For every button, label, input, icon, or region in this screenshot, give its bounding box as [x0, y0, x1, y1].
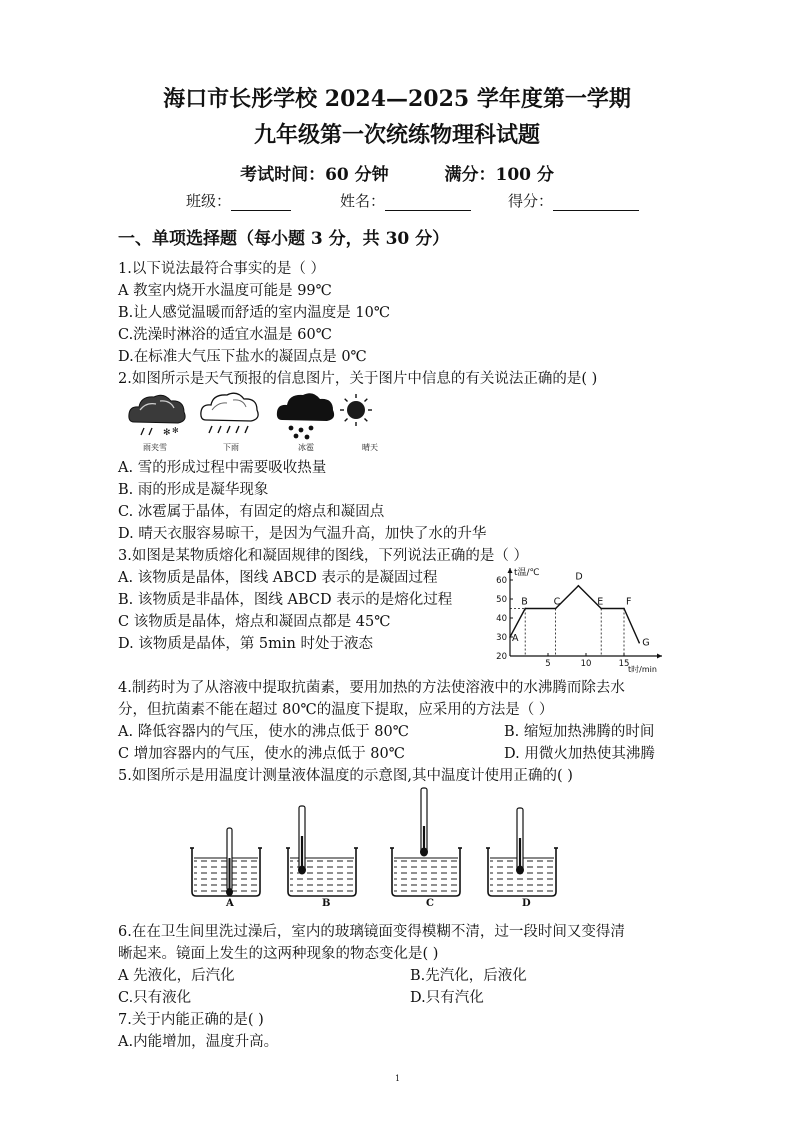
q6-option-c: C.只有液化 [118, 990, 192, 1006]
point-label: B [521, 596, 528, 608]
curve-line [510, 586, 639, 643]
curve-point [578, 585, 580, 587]
full-score: 满分：100 分 [444, 165, 554, 185]
q7-option-a: A.内能增加，温度升高。 [118, 1034, 279, 1050]
y-tick-label: 50 [496, 595, 507, 605]
name-blank[interactable] [385, 196, 471, 211]
q3-option-d: D. 该物质是晶体，第 5min 时处于液态 [118, 636, 373, 652]
point-label: F [626, 596, 632, 608]
beaker-c [390, 788, 462, 896]
q3-stem: 3.如图是某物质熔化和凝固规律的图线，下列说法正确的是（ ） [118, 548, 528, 564]
q6-option-d: D.只有汽化 [410, 990, 484, 1006]
q6-stem-line1: 6.在在卫生间里洗过澡后，室内的玻璃镜面变得模糊不清，过一段时间又变得清 [118, 924, 625, 940]
score-field [508, 190, 639, 211]
melting-curve-graph [480, 560, 670, 682]
exam-title-line1: 海口市长彤学校 2024—2025 学年度第一学期 [163, 86, 631, 112]
thermometer-figures [190, 786, 560, 912]
rain-cloud-icon [201, 393, 258, 433]
y-tick-label: 40 [496, 614, 507, 624]
x-axis-arrow [657, 654, 662, 659]
y-tick-label: 30 [496, 633, 507, 643]
curve-point [638, 642, 640, 644]
sun-icon [340, 394, 372, 426]
q3-option-b: B. 该物质是非晶体，图线 ABCD 表示的是熔化过程 [118, 592, 453, 608]
exam-meta [0, 160, 794, 185]
curve-point [600, 608, 602, 610]
class-label: 班级： [186, 192, 232, 210]
q1-option-a: A 教室内烧开水温度可能是 99℃ [118, 283, 332, 299]
y-tick-label: 60 [496, 576, 507, 586]
q6-option-a: A 先液化，后汽化 [118, 968, 235, 984]
q1-option-d: D.在标准大气压下盐水的凝固点是 0℃ [118, 349, 367, 365]
curve-point [509, 636, 511, 638]
x-tick-label: 15 [618, 659, 630, 669]
point-label: G [642, 637, 650, 649]
page-number: 1 [395, 1074, 401, 1083]
point-label: A [512, 633, 519, 644]
y-tick-label: 20 [496, 652, 507, 662]
weather-label-sleet: 雨夹雪 [143, 443, 167, 452]
q4-option-a: A. 降低容器内的气压，使水的沸点低于 80℃ [118, 724, 409, 740]
x-axis-label: t时/min [628, 665, 657, 674]
score-label: 得分： [508, 192, 554, 210]
q3-option-a: A. 该物质是晶体，图线 ABCD 表示的是凝固过程 [118, 570, 438, 586]
q2-stem: 2.如图所示是天气预报的信息图片，关于图片中信息的有关说法正确的是( ) [118, 371, 598, 387]
point-label: C [553, 596, 561, 608]
weather-label-rain: 下雨 [223, 443, 239, 452]
weather-label-hail: 冰雹 [298, 443, 314, 452]
q2-option-c: C. 冰雹属于晶体，有固定的熔点和凝固点 [118, 504, 385, 520]
hail-cloud-icon [277, 393, 334, 439]
beaker-d [486, 808, 558, 896]
q2-option-b: B. 雨的形成是凝华现象 [118, 482, 269, 498]
beaker-label-b: B [322, 898, 331, 909]
curve-point [623, 608, 625, 610]
curve-point [555, 608, 557, 610]
q4-option-c: C 增加容器内的气压，使水的沸点低于 80℃ [118, 746, 405, 762]
beaker-a [190, 828, 262, 896]
sleet-cloud-icon [129, 395, 185, 438]
point-label: E [597, 596, 604, 608]
beaker-b [286, 806, 358, 896]
q3-option-c: C 该物质是晶体，熔点和凝固点都是 45℃ [118, 614, 391, 630]
q1-option-b: B.让人感觉温暖而舒适的室内温度是 10℃ [118, 305, 391, 321]
point-label: D [575, 571, 583, 583]
beaker-label-c: C [426, 898, 434, 909]
q2-option-a: A. 雪的形成过程中需要吸收热量 [118, 460, 327, 476]
svg-text:✻: ✻ [172, 426, 179, 435]
x-tick-label: 10 [580, 659, 592, 669]
q6-stem-line2: 晰起来。镜面上发生的这两种现象的物态变化是( ) [118, 946, 439, 962]
beaker-label-d: D [522, 898, 531, 909]
q4-stem-line2: 分，但抗菌素不能在超过 80℃的温度下提取，应采用的方法是（ ） [118, 702, 554, 718]
svg-text:✻: ✻ [163, 428, 171, 438]
class-field [186, 190, 291, 211]
q6-option-b: B.先汽化，后液化 [410, 968, 527, 984]
q5-stem: 5.如图所示是用温度计测量液体温度的示意图,其中温度计使用正确的( ) [118, 768, 573, 784]
name-label: 姓名： [340, 192, 386, 210]
y-axis-label: t温/℃ [514, 568, 540, 578]
score-blank[interactable] [553, 196, 639, 211]
curve-point [524, 608, 526, 610]
name-field [340, 190, 471, 211]
q4-option-d: D. 用微火加热使其沸腾 [504, 746, 655, 762]
weather-label-sunny: 晴天 [362, 443, 378, 452]
q4-stem-line1: 4.制药时为了从溶液中提取抗菌素，要用加热的方法使溶液中的水沸腾而除去水 [118, 680, 625, 696]
q1-option-c: C.洗澡时淋浴的适宜水温是 60℃ [118, 327, 332, 343]
x-tick-label: 5 [545, 659, 551, 669]
beaker-label-a: A [226, 898, 234, 909]
y-axis-arrow [508, 568, 513, 573]
q7-stem: 7.关于内能正确的是( ) [118, 1012, 264, 1028]
class-blank[interactable] [231, 196, 291, 211]
q2-option-d: D. 晴天衣服容易晾干，是因为气温升高，加快了水的升华 [118, 526, 487, 542]
section-heading: 一、单项选择题（每小题 3 分，共 30 分） [118, 229, 450, 249]
exam-title-line2: 九年级第一次统练物理科试题 [253, 122, 540, 148]
q4-option-b: B. 缩短加热沸腾的时间 [504, 724, 655, 740]
exam-time: 考试时间：60 分钟 [240, 165, 389, 185]
q1-stem: 1.以下说法最符合事实的是（ ） [118, 261, 325, 277]
